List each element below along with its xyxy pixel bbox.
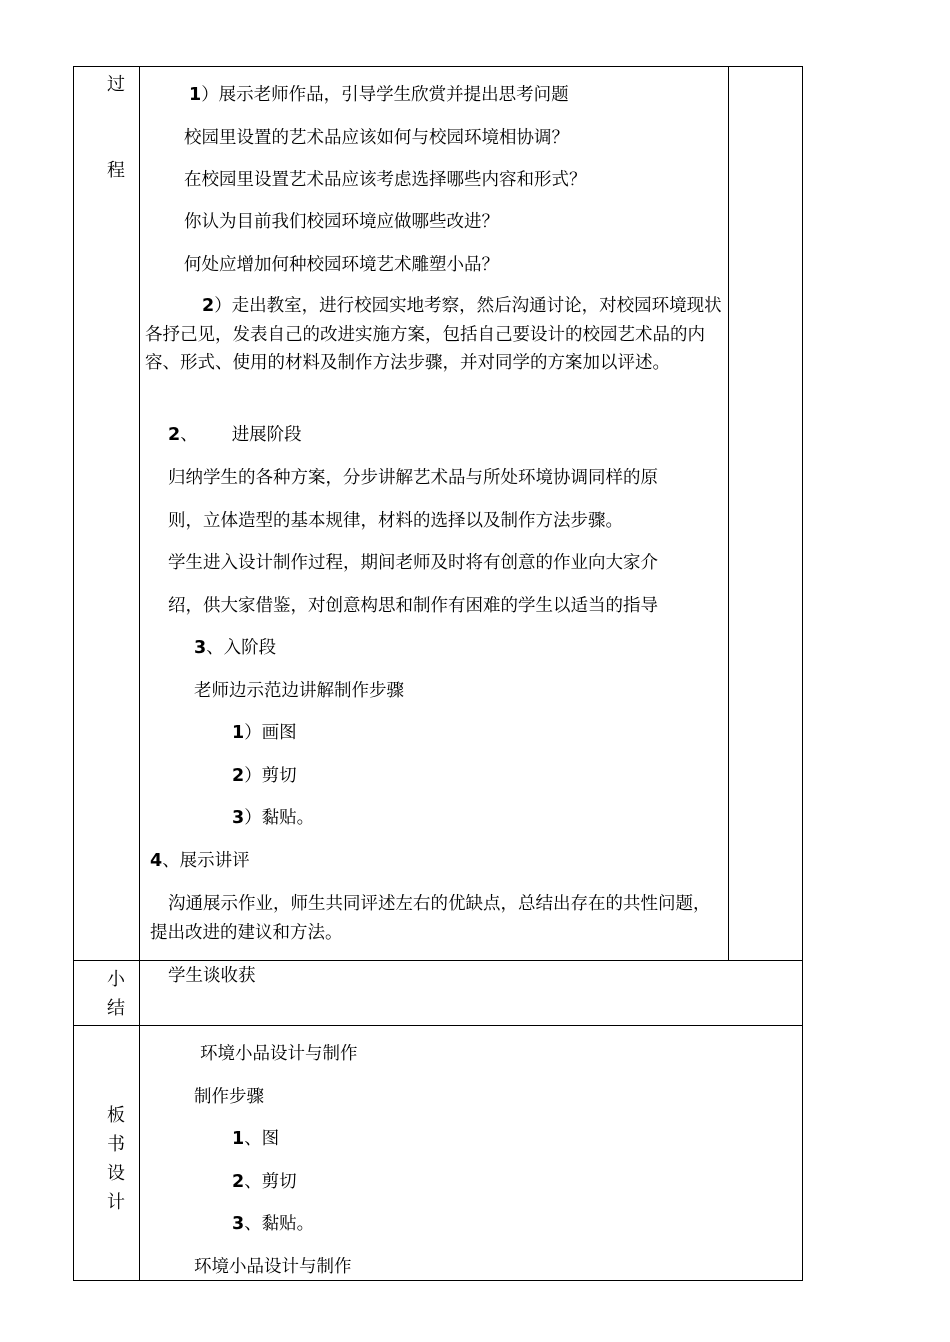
board-title: 环境小品设计与制作 [200,1044,358,1064]
stage-line: 则，立体造型的基本规律，材料的选择以及制作方法步骤。 [168,511,623,531]
row-label-board-1: 板 [107,1105,125,1126]
step-number: 1 [232,1129,245,1149]
row-divider-2 [73,1025,803,1026]
board-step [232,1129,279,1149]
row-label-board-4: 计 [107,1192,125,1213]
question-line: 在校园里设置艺术品应该考虑选择哪些内容和形式？ [184,170,587,190]
question-line: 何处应增加何种校园环境艺术雕塑小品？ [184,255,499,275]
row-divider-1 [73,960,803,961]
step-item [232,723,297,743]
row-label-process-1: 过 [107,74,125,95]
stage-number: 3 [194,638,207,658]
step-number: 1 [189,85,202,105]
row-label-summary-2: 结 [107,998,125,1019]
row-label-process-2: 程 [107,160,125,181]
column-divider-left [139,66,140,1281]
step-text: ）画图 [244,723,297,743]
stage-line: 学生进入设计制作过程，期间老师及时将有创意的作业向大家介 [168,553,658,573]
step-text: 、剪切 [244,1172,297,1192]
step-item [232,808,314,828]
board-subtitle: 制作步骤 [194,1087,264,1107]
stage-heading [194,638,276,658]
question-line: 校园里设置的艺术品应该如何与校园环境相协调？ [184,128,569,148]
stage-number: 4 [150,851,163,871]
row-label-summary-1: 小 [107,969,125,990]
stage-title: 、入阶段 [206,638,277,658]
stage-paragraph: 沟通展示作业，师生共同评述左右的优缺点，总结出存在的共性问题，提出改进的建议和方法。 [150,894,711,943]
board-step [232,1214,314,1234]
column-divider-right [728,66,729,960]
step-item [232,766,297,786]
step-number: 3 [232,1214,245,1234]
lesson-table [73,66,803,1281]
stage-heading [150,851,250,871]
stage-intro: 老师边示范边讲解制作步骤 [194,681,404,701]
board-footer: 环境小品设计与制作 [194,1257,352,1277]
stage-title: 进展阶段 [231,425,302,445]
process-paragraph-2 [145,292,723,378]
stage-number: 2 [168,425,181,445]
step-text: ）黏贴。 [244,808,315,828]
stage-line: 绍，供大家借鉴，对创意构思和制作有困难的学生以适当的指导 [168,596,658,616]
process-line [189,85,569,105]
question-line: 你认为目前我们校园环境应做哪些改进？ [184,212,499,232]
step-number: 2 [202,296,215,316]
stage-separator: 、 [180,425,198,445]
step-text: ）展示老师作品，引导学生欣赏并提出思考问题 [201,85,569,105]
paragraph-text: ）走出教室，进行校园实地考察，然后沟通讨论，对校园环境现状各抒己见，发表自己的改进实施方案，包括自己要设计的校园艺术品的内容、形式、使用的材料及制作方法步骤，并对同学的方案加以评述。 [145,296,722,373]
step-number: 1 [232,723,245,743]
board-step [232,1172,297,1192]
step-text: ）剪切 [244,766,297,786]
row-label-board-2: 书 [107,1134,125,1155]
stage-title: 、展示讲评 [162,851,250,871]
row-label-board-3: 设 [107,1163,125,1184]
step-text: 、黏贴。 [244,1214,315,1234]
summary-text: 学生谈收获 [168,966,256,986]
step-text: 、图 [244,1129,280,1149]
step-number: 2 [232,1172,245,1192]
step-number: 3 [232,808,245,828]
stage-line: 归纳学生的各种方案，分步讲解艺术品与所处环境协调同样的原 [168,468,658,488]
stage-heading [168,425,302,445]
step-number: 2 [232,766,245,786]
